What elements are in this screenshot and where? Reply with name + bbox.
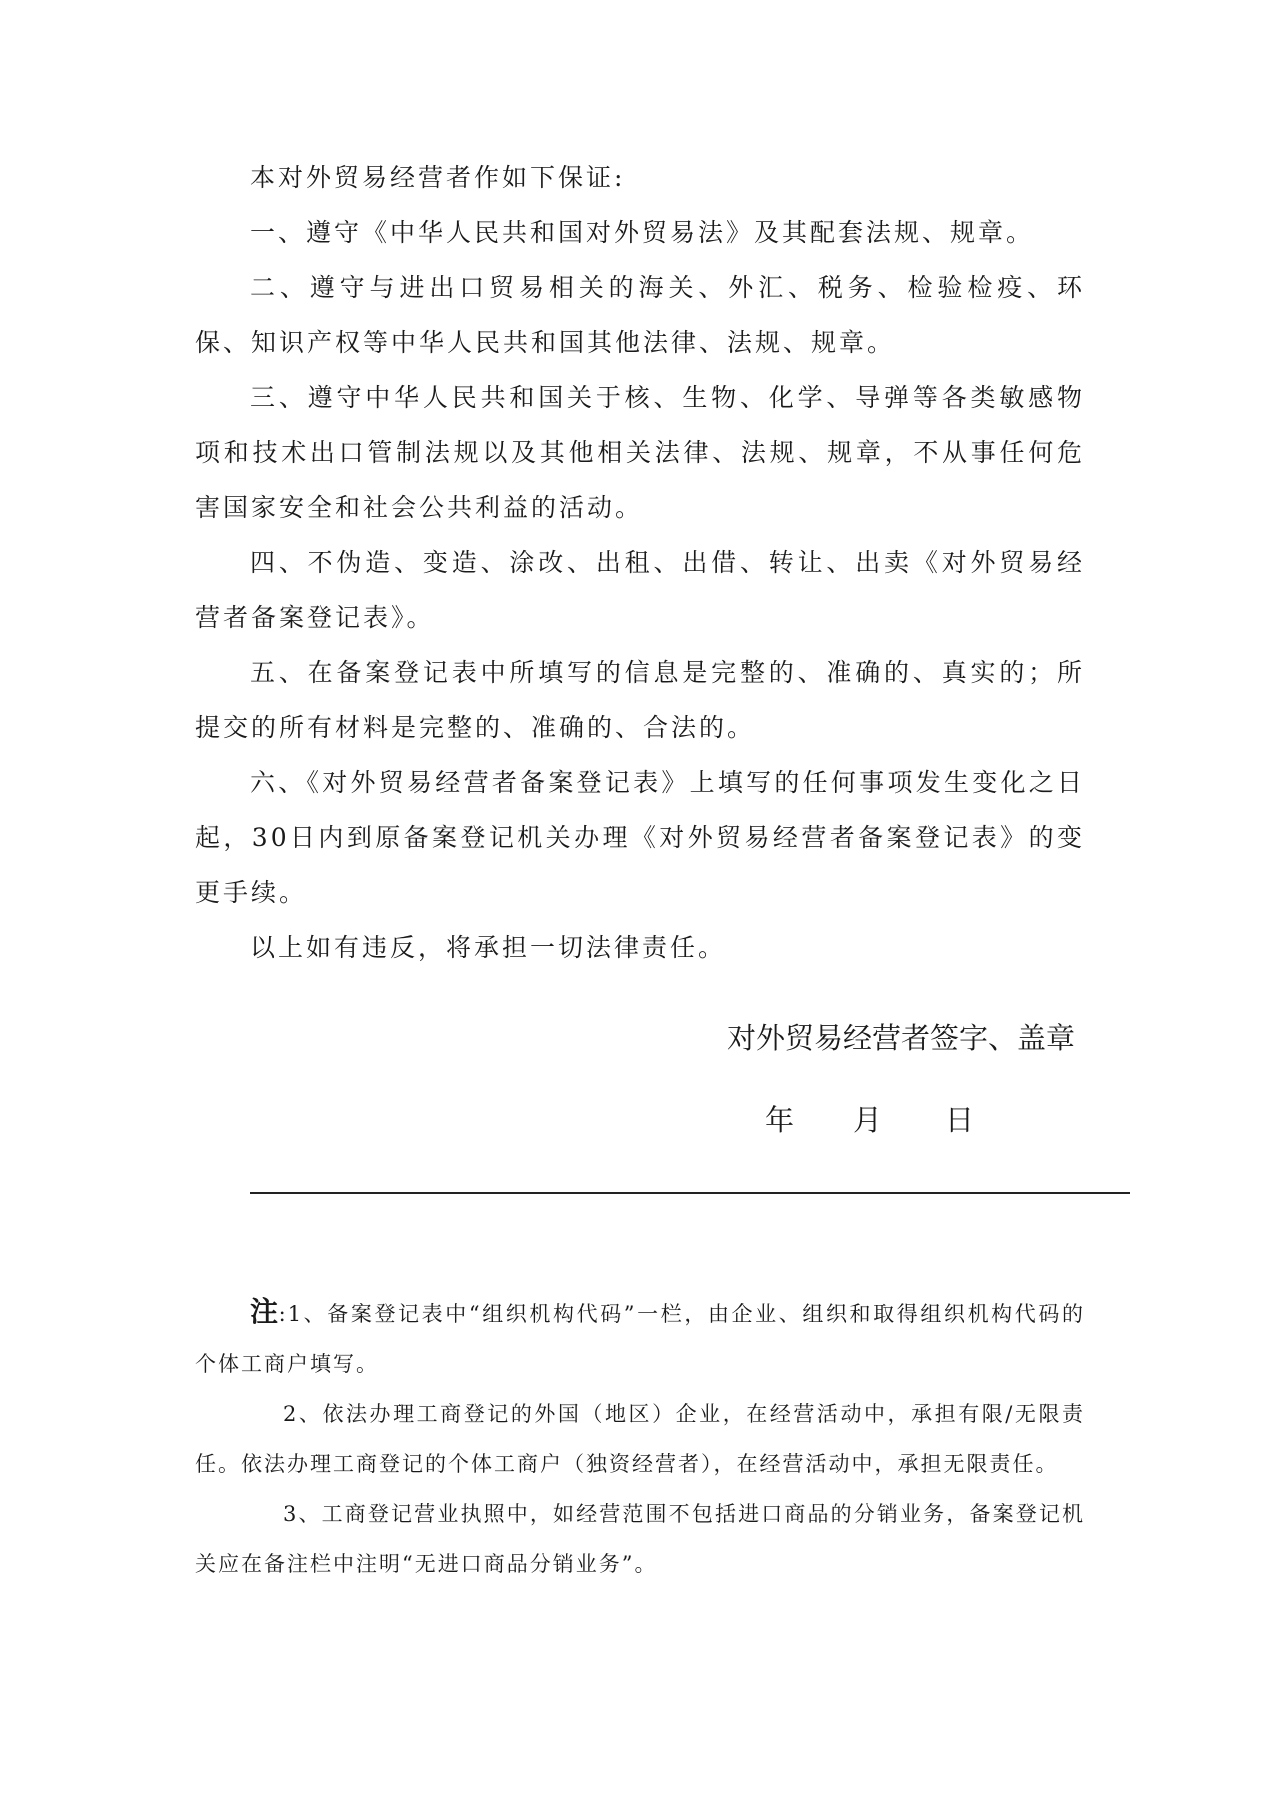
- date-year-label: 年: [765, 1103, 795, 1137]
- clause-2: 二、遵守与进出口贸易相关的海关、外汇、税务、检验检疫、环保、知识产权等中华人民共和国其他法律、法规、规章。: [195, 273, 1085, 357]
- date-month-label: 月: [853, 1103, 883, 1137]
- notes-separator: :: [278, 1302, 288, 1326]
- divider-line: [250, 1192, 1130, 1194]
- notes-section: [195, 1287, 1085, 1589]
- signature-label: 对外贸易经营者签字、盖章: [726, 1021, 1075, 1055]
- intro-paragraph: 本对外贸易经营者作如下保证:: [250, 163, 626, 192]
- clause-3: 三、遵守中华人民共和国关于核、生物、化学、导弹等各类敏感物项和技术出口管制法规以及其他相关法律、法规、规章，不从事任何危害国家安全和社会公共利益的活动。: [195, 383, 1085, 522]
- note-3: 3、工商登记营业执照中，如经营范围不包括进口商品的分销业务，备案登记机关应在备注栏中注明“无进口商品分销业务”。: [195, 1502, 1085, 1576]
- notes-label: 注: [250, 1295, 279, 1328]
- clause-1: 一、遵守《中华人民共和国对外贸易法》及其配套法规、规章。: [250, 218, 1035, 247]
- clause-5: 五、在备案登记表中所填写的信息是完整的、准确的、真实的；所提交的所有材料是完整的、准确的、合法的。: [195, 658, 1085, 742]
- closing-statement: 以上如有违反，将承担一切法律责任。: [250, 933, 727, 962]
- clause-4: 四、不伪造、变造、涂改、出租、出借、转让、出卖《对外贸易经营者备案登记表》。: [195, 548, 1085, 632]
- date-line: [765, 1100, 974, 1140]
- note-1-text: 1、备案登记表中“组织机构代码”一栏，由企业、组织和取得组织机构代码的个体工商户填写。: [195, 1302, 1085, 1376]
- note-1: [195, 1287, 1085, 1389]
- note-2: 2、依法办理工商登记的外国（地区）企业，在经营活动中，承担有限/无限责任。依法办理工商登记的个体工商户（独资经营者），在经营活动中，承担无限责任。: [195, 1402, 1085, 1476]
- date-day-label: 日: [945, 1103, 975, 1137]
- clause-6: 六、《对外贸易经营者备案登记表》上填写的任何事项发生变化之日起，30日内到原备案登记机关办理《对外贸易经营者备案登记表》的变更手续。: [195, 768, 1085, 907]
- guarantee-body: [195, 150, 1085, 975]
